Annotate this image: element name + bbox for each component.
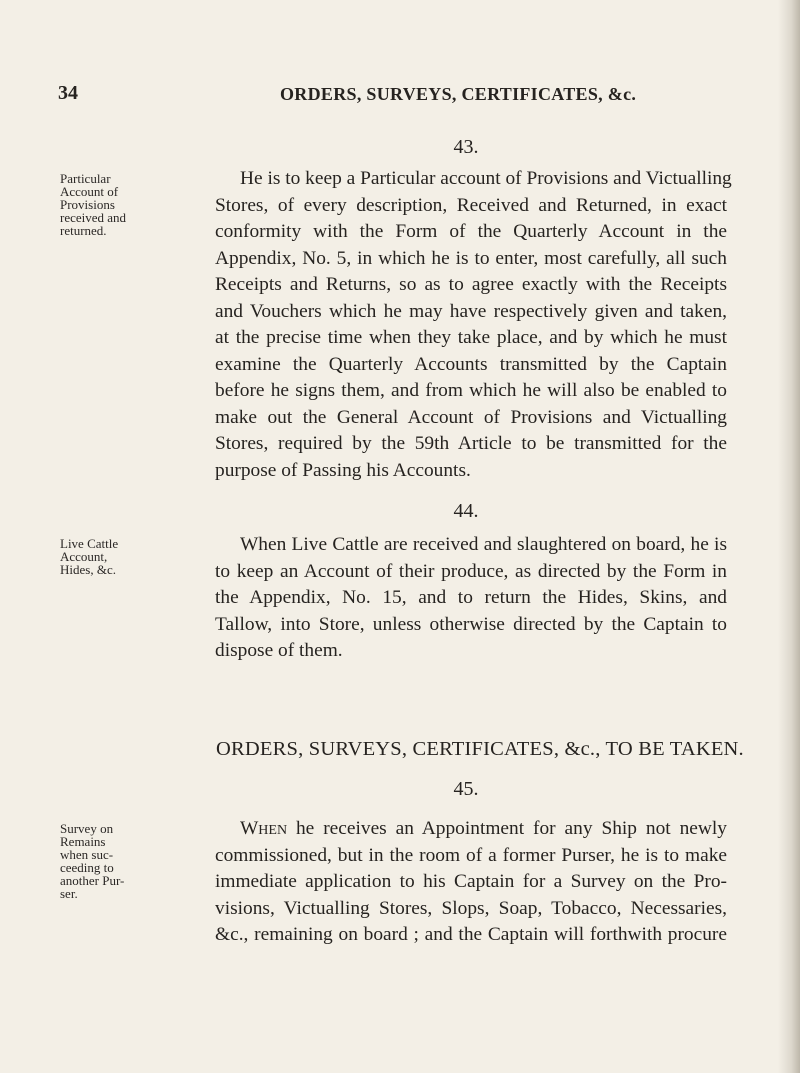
paragraph-line: &c., remaining on board ; and the Captain will forthwith procure [215, 924, 727, 945]
margin-note-line: received and [60, 210, 127, 225]
margin-note-line: returned. [60, 223, 107, 238]
margin-note-line: when suc- [60, 847, 114, 862]
article-number: 43. [453, 136, 479, 158]
margin-note-line: another Pur- [60, 873, 125, 888]
paragraph-line: immediate application to his Captain for a Survey on the Pro- [215, 871, 727, 892]
article-paragraph [215, 532, 727, 665]
paragraph-line-rest: he receives an Appointment for any Ship not newly [287, 818, 727, 839]
margin-note-line: Survey on [60, 821, 114, 836]
margin-note-line: Account of [60, 184, 119, 199]
page-number: 34 [58, 82, 78, 104]
paragraph-line: purpose of Passing his Accounts. [215, 459, 471, 481]
paragraph-line: at the precise time when they take place, and by which he must [215, 327, 727, 348]
section-heading: ORDERS, SURVEYS, CERTIFICATES, &c., TO BE TAKEN. [216, 738, 744, 760]
paragraph-line: When Live Cattle are received and slaughtered on board, he is [240, 534, 727, 555]
paragraph-line: visions, Victualling Stores, Slops, Soap, Tobacco, Necessaries, [215, 897, 727, 919]
margin-note-line: ser. [60, 886, 78, 901]
margin-note-line: Hides, &c. [60, 562, 116, 577]
paragraph-line: Receipts and Returns, so as to agree exactly with the Receipts [215, 274, 727, 295]
running-title: ORDERS, SURVEYS, CERTIFICATES, &c. [280, 84, 637, 104]
paragraph-line: dispose of them. [215, 640, 343, 661]
paragraph-line: the Appendix, No. 15, and to return the Hides, Skins, and [215, 587, 727, 608]
article-number: 44. [453, 500, 479, 522]
paragraph-line: before he signs them, and from which he will also be enabled to [215, 380, 727, 401]
margin-note-line: Live Cattle [60, 536, 119, 551]
running-header [58, 82, 678, 112]
paragraph-line: Tallow, into Store, unless otherwise directed by the Captain to [215, 613, 727, 635]
article-number: 45. [453, 778, 479, 800]
margin-note-line: Account, [60, 549, 108, 564]
margin-note [60, 537, 146, 576]
paragraph-line: conformity with the Form of the Quarterly Account in the [215, 221, 727, 242]
paragraph-line: Stores, of every description, Received and Returned, in exact [215, 194, 727, 216]
page-edge-shadow [778, 0, 800, 1073]
paragraph-line [215, 816, 727, 843]
paragraph-line: examine the Quarterly Accounts transmitted by the Captain [215, 353, 727, 375]
margin-note-line: Provisions [60, 197, 115, 212]
article-paragraph [215, 816, 727, 949]
margin-note-line: Particular [60, 171, 111, 186]
margin-note-line: Remains [60, 834, 106, 849]
margin-note-line: ceeding to [60, 860, 114, 875]
margin-note [60, 172, 146, 237]
paragraph-line: and Vouchers which he may have respectively given and taken, [215, 300, 727, 322]
paragraph-line: commissioned, but in the room of a former Purser, he is to make [215, 844, 727, 866]
paragraph-line: make out the General Account of Provisions and Victualling [215, 406, 727, 428]
paragraph-line: Stores, required by the 59th Article to be transmitted for the [215, 433, 727, 454]
paragraph-line: Appendix, No. 5, in which he is to enter, most carefully, all such [215, 247, 727, 269]
article-paragraph [215, 166, 732, 484]
margin-note [60, 822, 146, 900]
paragraph-line: He is to keep a Particular account of Provisions and Victualling [240, 168, 732, 189]
opening-word: When [240, 818, 288, 839]
paragraph-line: to keep an Account of their produce, as directed by the Form in [215, 560, 727, 582]
